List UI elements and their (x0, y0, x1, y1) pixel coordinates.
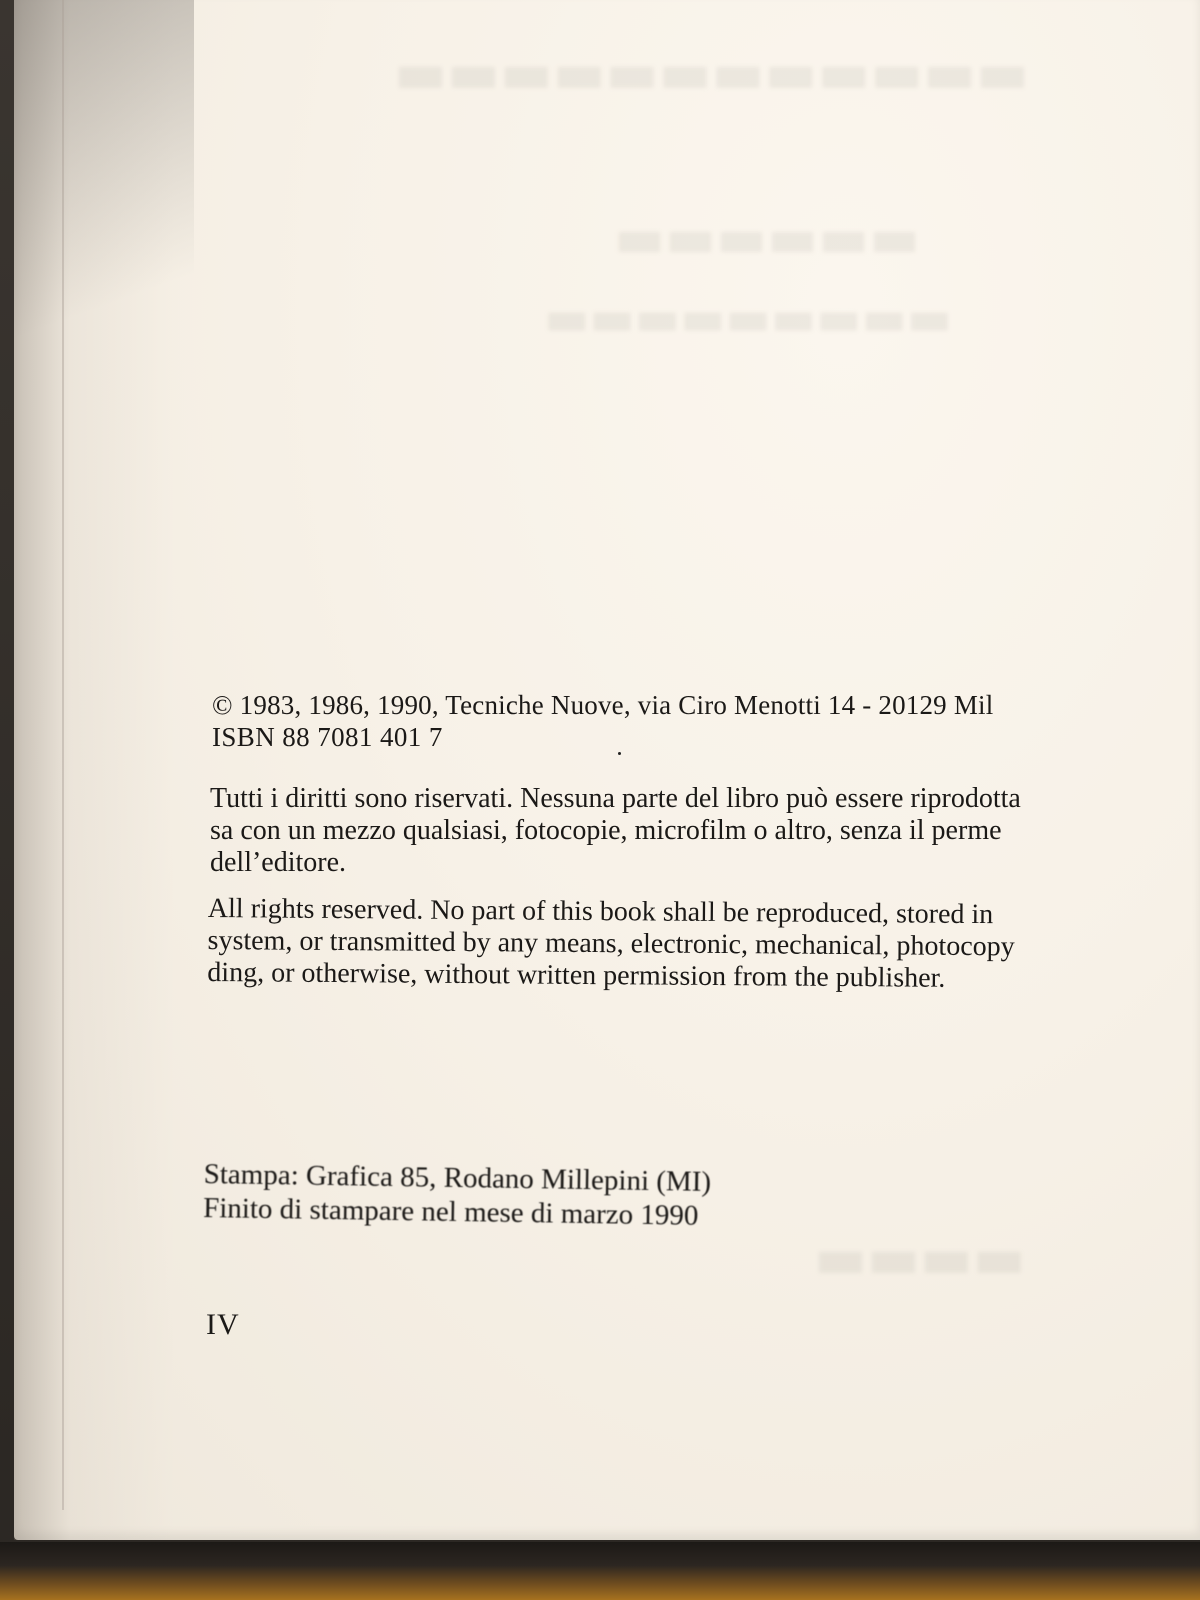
show-through-text: ▬▬▬▬ (814, 1225, 1026, 1291)
ink-speck (618, 752, 621, 755)
rights-notice-english (207, 893, 1015, 995)
rights-notice-line: ding, or otherwise, without written permission from the publisher. (207, 956, 946, 994)
book-page (14, 0, 1200, 1540)
rights-notice-line: system, or transmitted by any means, electronic, mechanical, photocopy (207, 924, 1015, 963)
page-corner-shadow (14, 0, 194, 420)
page-edge-line (62, 0, 64, 1510)
rights-notice-line: All rights reserved. No part of this book shall be reproduced, stored in (207, 893, 994, 931)
rights-notice-italian (210, 783, 1021, 879)
show-through-text: ▬▬▬▬▬▬▬▬▬ (544, 290, 953, 346)
rights-notice-line: Tutti i diritti sono riservati. Nessuna parte del libro può essere riprodotta (210, 783, 1021, 814)
table-surface (0, 1542, 1200, 1600)
copyright-line: © 1983, 1986, 1990, Tecniche Nuove, via Ciro Menotti 14 - 20129 Mil (212, 690, 994, 720)
printer-line: Stampa: Grafica 85, Rodano Millepini (MI) (203, 1157, 712, 1198)
page-number: IV (206, 1308, 240, 1341)
rights-notice-line: dell’editore. (210, 847, 347, 878)
show-through-text: ▬▬▬▬▬▬▬▬▬▬▬▬ (394, 40, 1029, 106)
printer-colophon (203, 1157, 711, 1233)
rights-notice-line: sa con un mezzo qualsiasi, fotocopie, microfilm o altro, senza il perme (210, 815, 1002, 846)
show-through-text: ▬▬▬▬▬▬ (614, 205, 921, 269)
print-date-line: Finito di stampare nel mese di marzo 1990 (202, 1191, 699, 1232)
isbn-line: ISBN 88 7081 401 7 (212, 722, 443, 752)
